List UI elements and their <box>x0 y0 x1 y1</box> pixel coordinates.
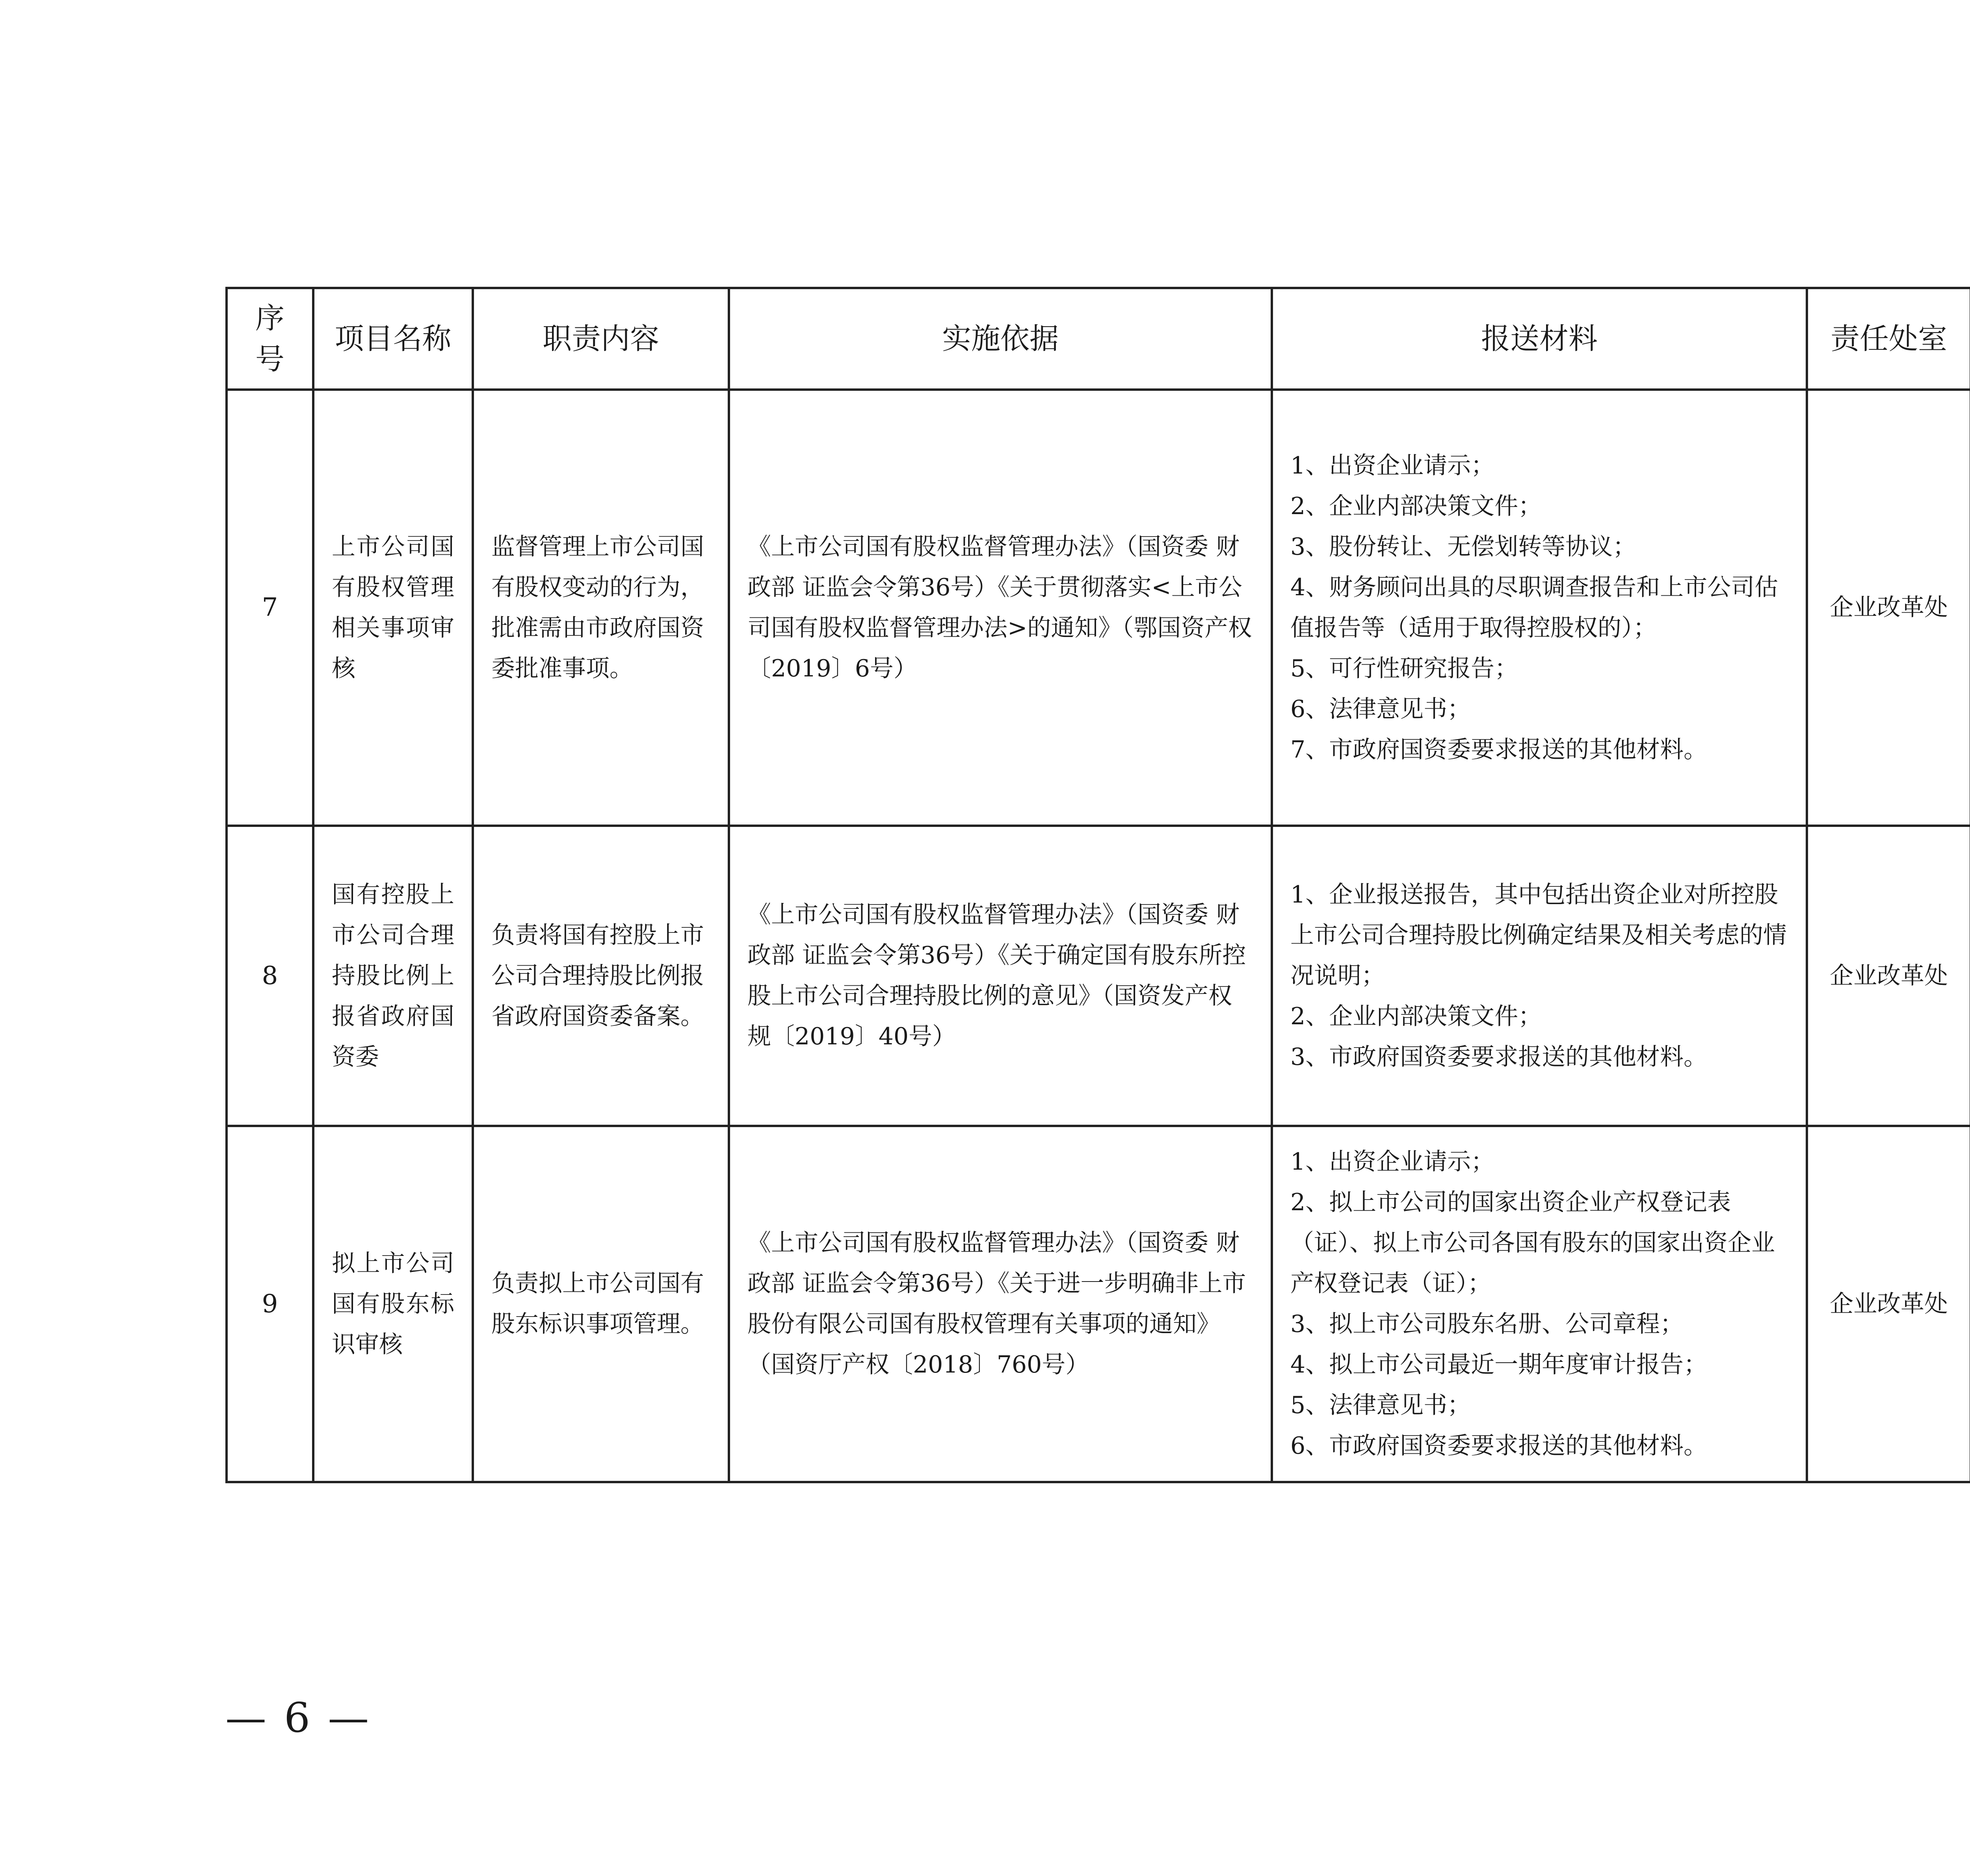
row-duty: 监督管理上市公司国有股权变动的行为，批准需由市政府国资委批准事项。 <box>473 390 729 826</box>
row-seq: 7 <box>227 390 313 826</box>
row-seq: 9 <box>227 1126 313 1482</box>
row-name: 拟上市公司国有股东标识审核 <box>313 1126 473 1482</box>
row-office: 企业改革处 <box>1807 826 1970 1126</box>
header-duty: 职责内容 <box>473 288 729 390</box>
material-item: 2、拟上市公司的国家出资企业产权登记表（证）、拟上市公司各国有股东的国家出资企业产权登记表（证）； <box>1290 1189 1775 1297</box>
page-number: — 6 — <box>225 1694 372 1742</box>
row-name: 上市公司国有股权管理相关事项审核 <box>313 390 473 826</box>
row-basis: 《上市公司国有股权监督管理办法》（国资委 财政部 证监会令第36号）《关于贯彻落实<上市公司国有股权监督管理办法>的通知》（鄂国资产权〔2019〕6号） <box>729 390 1272 826</box>
material-item: 7、市政府国资委要求报送的其他材料。 <box>1290 736 1708 763</box>
material-item: 5、法律意见书； <box>1290 1391 1471 1419</box>
material-item: 4、拟上市公司最近一期年度审计报告； <box>1290 1351 1708 1378</box>
row-office: 企业改革处 <box>1807 1126 1970 1482</box>
material-item: 1、出资企业请示； <box>1290 451 1495 479</box>
row-name: 国有控股上市公司合理持股比例上报省政府国资委 <box>313 826 473 1126</box>
row-basis: 《上市公司国有股权监督管理办法》（国资委 财政部 证监会令第36号）《关于确定国有股东所控股上市公司合理持股比例的意见》（国资发产权规〔2019〕40号） <box>729 826 1272 1126</box>
material-item: 1、出资企业请示； <box>1290 1148 1495 1176</box>
material-item: 6、市政府国资委要求报送的其他材料。 <box>1290 1432 1708 1460</box>
row-materials <box>1272 1126 1807 1482</box>
material-item: 3、股份转让、无偿划转等协议； <box>1290 533 1637 561</box>
material-item: 2、企业内部决策文件； <box>1290 1002 1542 1030</box>
material-item: 6、法律意见书； <box>1290 695 1471 723</box>
table-row <box>227 1126 1970 1482</box>
header-basis: 实施依据 <box>729 288 1272 390</box>
material-item: 3、市政府国资委要求报送的其他材料。 <box>1290 1043 1708 1071</box>
material-item: 1、企业报送报告，其中包括出资企业对所控股上市公司合理持股比例确定结果及相关考虑的情况说明； <box>1290 880 1787 990</box>
header-office: 责任处室 <box>1807 288 1970 390</box>
row-duty: 负责拟上市公司国有股东标识事项管理。 <box>473 1126 729 1482</box>
row-duty: 负责将国有控股上市公司合理持股比例报省政府国资委备案。 <box>473 826 729 1126</box>
row-basis: 《上市公司国有股权监督管理办法》（国资委 财政部 证监会令第36号）《关于进一步明确非上市股份有限公司国有股权管理有关事项的通知》（国资厅产权〔2018〕760号） <box>729 1126 1272 1482</box>
row-office: 企业改革处 <box>1807 390 1970 826</box>
row-seq: 8 <box>227 826 313 1126</box>
material-item: 3、拟上市公司股东名册、公司章程； <box>1290 1310 1684 1338</box>
header-row <box>227 288 1970 390</box>
header-materials: 报送材料 <box>1272 288 1807 390</box>
row-materials <box>1272 826 1807 1126</box>
material-item: 5、可行性研究报告； <box>1290 654 1518 682</box>
row-materials <box>1272 390 1807 826</box>
header-name: 项目名称 <box>313 288 473 390</box>
responsibility-table <box>225 287 1970 1483</box>
header-seq: 序号 <box>227 288 313 390</box>
table-row <box>227 390 1970 826</box>
table-row <box>227 826 1970 1126</box>
material-item: 2、企业内部决策文件； <box>1290 492 1542 520</box>
material-item: 4、财务顾问出具的尽职调查报告和上市公司估值报告等（适用于取得控股权的）； <box>1290 573 1779 642</box>
